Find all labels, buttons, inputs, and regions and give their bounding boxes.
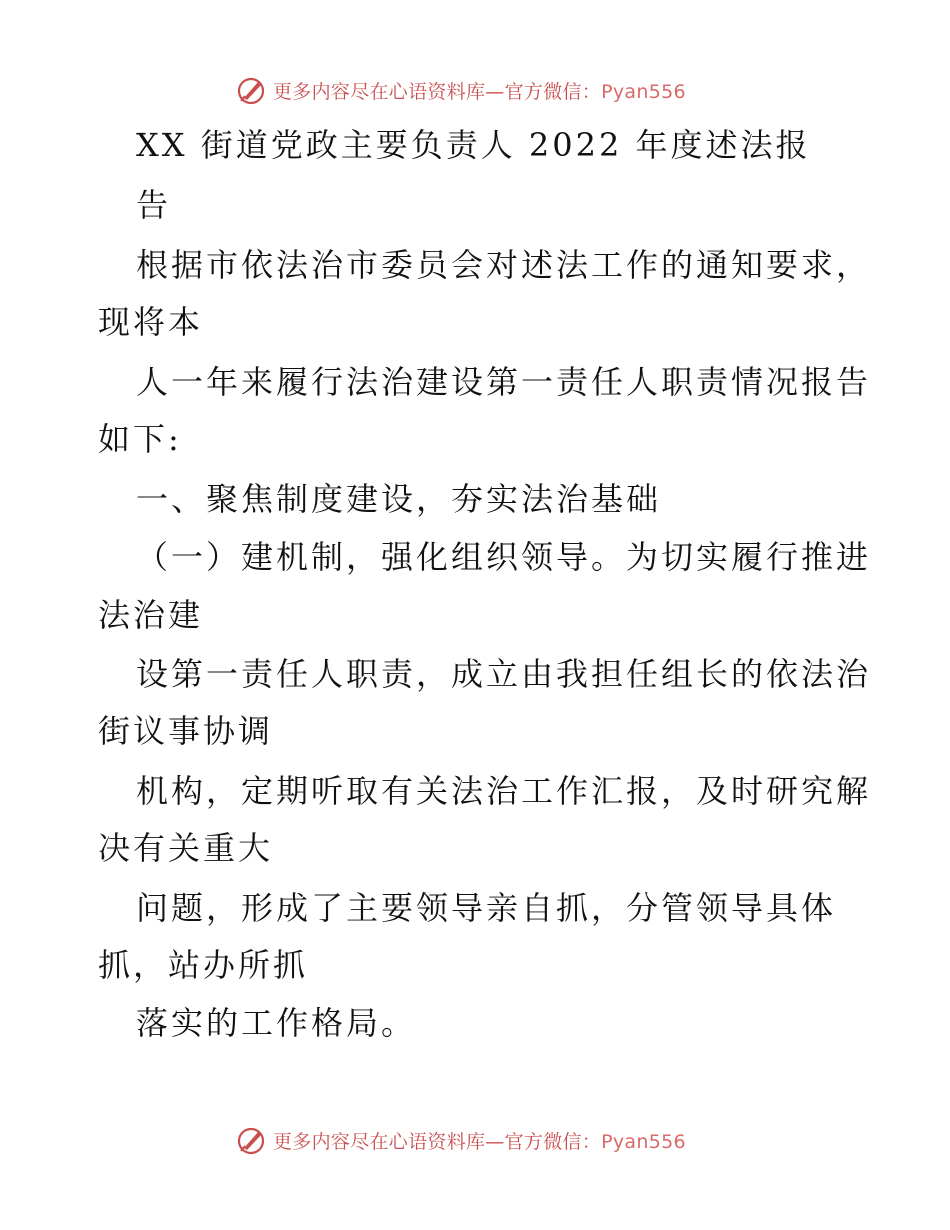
body-line: 街议事协调: [98, 712, 274, 750]
header-watermark: [235, 70, 735, 110]
body-line: 抓，站办所抓: [98, 946, 309, 984]
body-line: 法治建: [98, 596, 204, 634]
body-line: 机构，定期听取有关法治工作汇报，及时研究解: [136, 772, 872, 810]
watermark-text: 更多内容尽在心语资料库—官方微信：Pyan556: [273, 80, 686, 103]
quill-logo-icon: [235, 74, 267, 106]
footer-watermark: [235, 1120, 735, 1160]
document-title-line-1: XX 街道党政主要负责人 2022 年度述法报: [136, 126, 811, 164]
section-heading: 一、聚焦制度建设，夯实法治基础: [136, 480, 662, 518]
quill-logo-icon: [235, 1124, 267, 1156]
body-line: 如下:: [98, 420, 182, 458]
body-line: 人一年来履行法治建设第一责任人职责情况报告: [136, 363, 872, 401]
watermark-text: 更多内容尽在心语资料库—官方微信：Pyan556: [273, 1130, 686, 1153]
document-title-line-2: 告: [136, 186, 172, 224]
body-line: 现将本: [98, 303, 204, 341]
body-line: 根据市依法治市委员会对述法工作的通知要求，: [136, 246, 872, 284]
body-line: 决有关重大: [98, 829, 274, 867]
body-line: 问题，形成了主要领导亲自抓，分管领导具体: [136, 889, 837, 927]
body-line: 设第一责任人职责，成立由我担任组长的依法治: [136, 655, 872, 693]
body-line: 落实的工作格局。: [136, 1004, 417, 1042]
body-line: （一）建机制，强化组织领导。为切实履行推进: [136, 538, 872, 576]
